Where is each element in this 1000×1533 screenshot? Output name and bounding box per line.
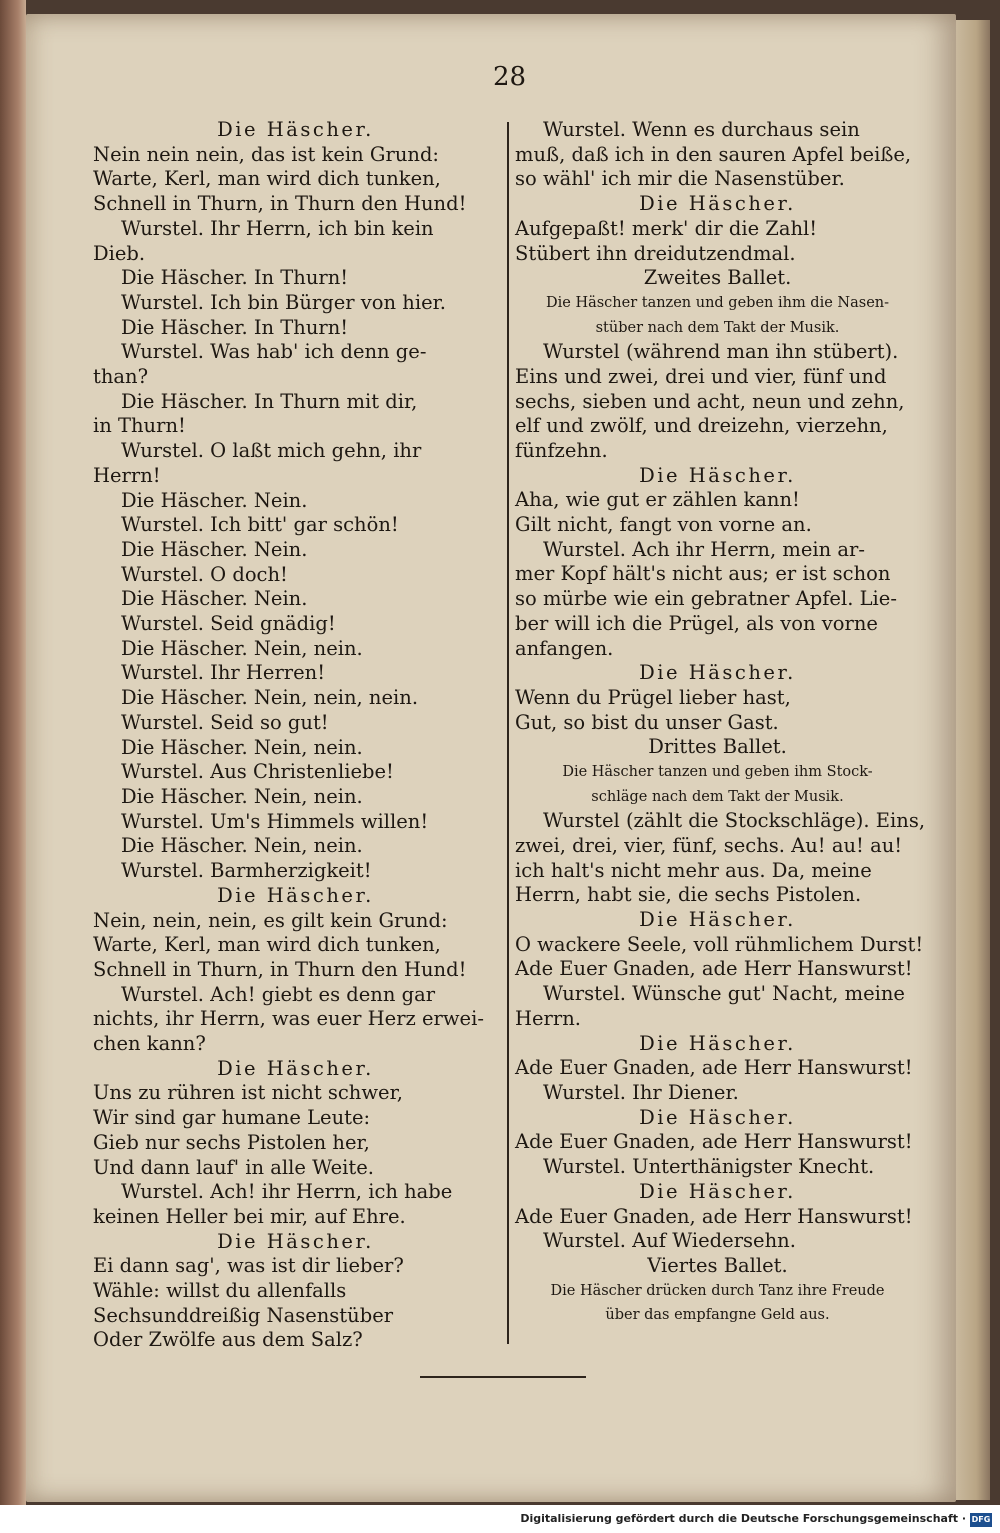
text-line: nichts, ihr Herrn, was euer Herz erwei- [93, 1007, 484, 1031]
text-line: sechs, sieben und acht, neun und zehn, [515, 389, 905, 413]
text-line: Oder Zwölfe aus dem Salz? [93, 1328, 363, 1352]
text-line: Die Häscher. Nein. [121, 587, 308, 611]
left-column [93, 118, 498, 1353]
text-line: Schnell in Thurn, in Thurn den Hund! [93, 957, 467, 981]
page-number: 28 [493, 62, 527, 92]
speaker-heading: Die Häscher. [639, 463, 796, 487]
text-line: Ade Euer Gnaden, ade Herr Hanswurst! [515, 1204, 913, 1228]
text-line: Wurstel. Ich bitt' gar schön! [121, 513, 399, 537]
text-line: Die Häscher. In Thurn mit dir, [121, 389, 418, 413]
speaker-heading: Die Häscher. [217, 118, 374, 141]
text-line: Die Häscher. In Thurn! [121, 266, 349, 290]
text-line: anfangen. [515, 636, 614, 660]
text-line: Wurstel. Ach! ihr Herrn, ich habe [121, 1180, 453, 1204]
text-line: Wir sind gar humane Leute: [93, 1106, 371, 1130]
text-line: ber will ich die Prügel, als von vorne [515, 611, 878, 635]
text-line: Dieb. [93, 241, 146, 265]
speaker-heading: Die Häscher. [639, 661, 796, 685]
speaker-heading: Die Häscher. [639, 908, 796, 932]
stage-direction: über das empfangne Geld aus. [605, 1307, 830, 1324]
text-line: Wurstel (zählt die Stockschläge). Eins, [543, 809, 926, 833]
text-line: O wackere Seele, voll rühmlichem Durst! [515, 932, 924, 956]
stage-direction: Die Häscher tanzen und geben ihm Stock- [562, 764, 873, 781]
text-line: Wurstel. O laßt mich gehn, ihr [121, 439, 422, 463]
text-line: Wurstel. Aus Christenliebe! [121, 760, 394, 784]
speaker-heading: Die Häscher. [639, 1105, 796, 1129]
text-line: chen kann? [93, 1032, 206, 1056]
text-line: Wurstel (während man ihn stübert). [543, 340, 899, 364]
text-line: Wähle: willst du allenfalls [93, 1279, 347, 1303]
text-line: Und dann lauf' in alle Weite. [93, 1155, 374, 1179]
section-heading: Zweites Ballet. [643, 266, 792, 290]
text-line: elf und zwölf, und dreizehn, vierzehn, [515, 414, 888, 438]
speaker-heading: Die Häscher. [217, 1056, 374, 1080]
page-edge [956, 20, 990, 1500]
stage-direction: Die Häscher drücken durch Tanz ihre Freude [550, 1282, 885, 1299]
text-line: than? [93, 365, 149, 389]
speaker-heading: Die Häscher. [639, 1031, 796, 1055]
text-line: Wurstel. Wünsche gut' Nacht, meine [543, 982, 905, 1006]
text-line: Ei dann sag', was ist dir lieber? [93, 1254, 404, 1278]
text-line: Wurstel. Auf Wiedersehn. [543, 1229, 796, 1253]
text-line: in Thurn! [93, 414, 186, 438]
stage-direction: stüber nach dem Takt der Musik. [595, 319, 840, 336]
text-line: Die Häscher. Nein. [121, 488, 308, 512]
speaker-heading: Die Häscher. [639, 192, 796, 216]
text-line: Wurstel. Ach! giebt es denn gar [121, 982, 436, 1006]
stage-direction: schläge nach dem Takt der Musik. [591, 788, 844, 805]
speaker-heading: Die Häscher. [217, 883, 374, 907]
text-line: Herrn! [93, 463, 161, 487]
text-line: Wurstel. Wenn es durchaus sein [543, 118, 860, 141]
text-line: Ade Euer Gnaden, ade Herr Hanswurst! [515, 957, 913, 981]
text-line: ich halt's nicht mehr aus. Da, meine [515, 858, 872, 882]
dfg-logo: DFG [970, 1513, 992, 1527]
text-line: Ade Euer Gnaden, ade Herr Hanswurst! [515, 1056, 913, 1080]
text-line: Warte, Kerl, man wird dich tunken, [93, 167, 441, 191]
text-line: Wurstel. Ich bin Bürger von hier. [121, 290, 446, 314]
text-line: Schnell in Thurn, in Thurn den Hund! [93, 192, 467, 216]
text-line: Wurstel. Ihr Diener. [543, 1080, 739, 1104]
column-divider [507, 122, 509, 1344]
text-line: Wurstel. Seid gnädig! [121, 612, 336, 636]
text-line: Die Häscher. Nein. [121, 537, 308, 561]
text-line: Aha, wie gut er zählen kann! [515, 488, 800, 512]
footer-bar [0, 1505, 1000, 1533]
text-line: Sechsunddreißig Nasenstüber [93, 1303, 394, 1327]
text-line: Gilt nicht, fangt von vorne an. [515, 513, 812, 537]
text-line: Wurstel. Ihr Herren! [121, 661, 326, 685]
book-spine [0, 0, 26, 1533]
section-heading: Drittes Ballet. [648, 735, 787, 759]
text-line: Die Häscher. Nein, nein. [121, 735, 363, 759]
text-line: Wurstel. Was hab' ich denn ge- [121, 340, 427, 364]
text-line: Wurstel. O doch! [121, 562, 288, 586]
text-line: Stübert ihn dreidutzendmal. [515, 241, 796, 265]
right-column [515, 118, 926, 1328]
text-line: Wurstel. Ach ihr Herrn, mein ar- [543, 537, 865, 561]
section-heading: Viertes Ballet. [647, 1253, 788, 1277]
text-line: Herrn. [515, 1006, 581, 1030]
text-line: Gut, so bist du unser Gast. [515, 710, 779, 734]
text-line: Uns zu rühren ist nicht schwer, [93, 1081, 403, 1105]
text-line: Aufgepaßt! merk' dir die Zahl! [515, 216, 818, 240]
text-line: Wurstel. Um's Himmels willen! [121, 809, 429, 833]
text-line: fünfzehn. [515, 438, 608, 462]
speaker-heading: Die Häscher. [217, 1229, 374, 1253]
text-line: Die Häscher. Nein, nein, nein. [121, 686, 419, 710]
text-line: muß, daß ich in den sauren Apfel beiße, [515, 142, 912, 166]
text-line: mer Kopf hält's nicht aus; er ist schon [515, 562, 891, 586]
text-line: Wenn du Prügel lieber hast, [515, 685, 791, 709]
text-line: keinen Heller bei mir, auf Ehre. [93, 1204, 406, 1228]
text-line: Nein nein nein, das ist kein Grund: [93, 142, 439, 166]
footer-credit: Digitalisierung gefördert durch die Deutsche Forschungsgemeinschaft · [520, 1512, 966, 1525]
text-line: so wähl' ich mir die Nasenstüber. [515, 167, 845, 191]
text-line: Eins und zwei, drei und vier, fünf und [515, 364, 887, 388]
text-line: Warte, Kerl, man wird dich tunken, [93, 933, 441, 957]
text-line: Die Häscher. Nein, nein. [121, 636, 363, 660]
end-rule [420, 1376, 586, 1378]
text-line: Wurstel. Ihr Herrn, ich bin kein [121, 216, 434, 240]
text-line: Die Häscher. In Thurn! [121, 315, 349, 339]
speaker-heading: Die Häscher. [639, 1179, 796, 1203]
stage-direction: Die Häscher tanzen und geben ihm die Nasen- [545, 294, 890, 311]
text-line: Die Häscher. Nein, nein. [121, 834, 363, 858]
text-line: Wurstel. Barmherzigkeit! [121, 859, 372, 883]
text-line: Herrn, habt sie, die sechs Pistolen. [515, 883, 862, 907]
text-line: so mürbe wie ein gebratner Apfel. Lie- [515, 587, 897, 611]
text-line: Wurstel. Seid so gut! [121, 710, 329, 734]
text-line: Die Häscher. Nein, nein. [121, 784, 363, 808]
text-line: Nein, nein, nein, es gilt kein Grund: [93, 908, 448, 932]
text-line: Ade Euer Gnaden, ade Herr Hanswurst! [515, 1130, 913, 1154]
text-line: zwei, drei, vier, fünf, sechs. Au! au! au! [515, 833, 903, 857]
text-line: Wurstel. Unterthänigster Knecht. [543, 1155, 875, 1179]
text-line: Gieb nur sechs Pistolen her, [93, 1130, 370, 1154]
